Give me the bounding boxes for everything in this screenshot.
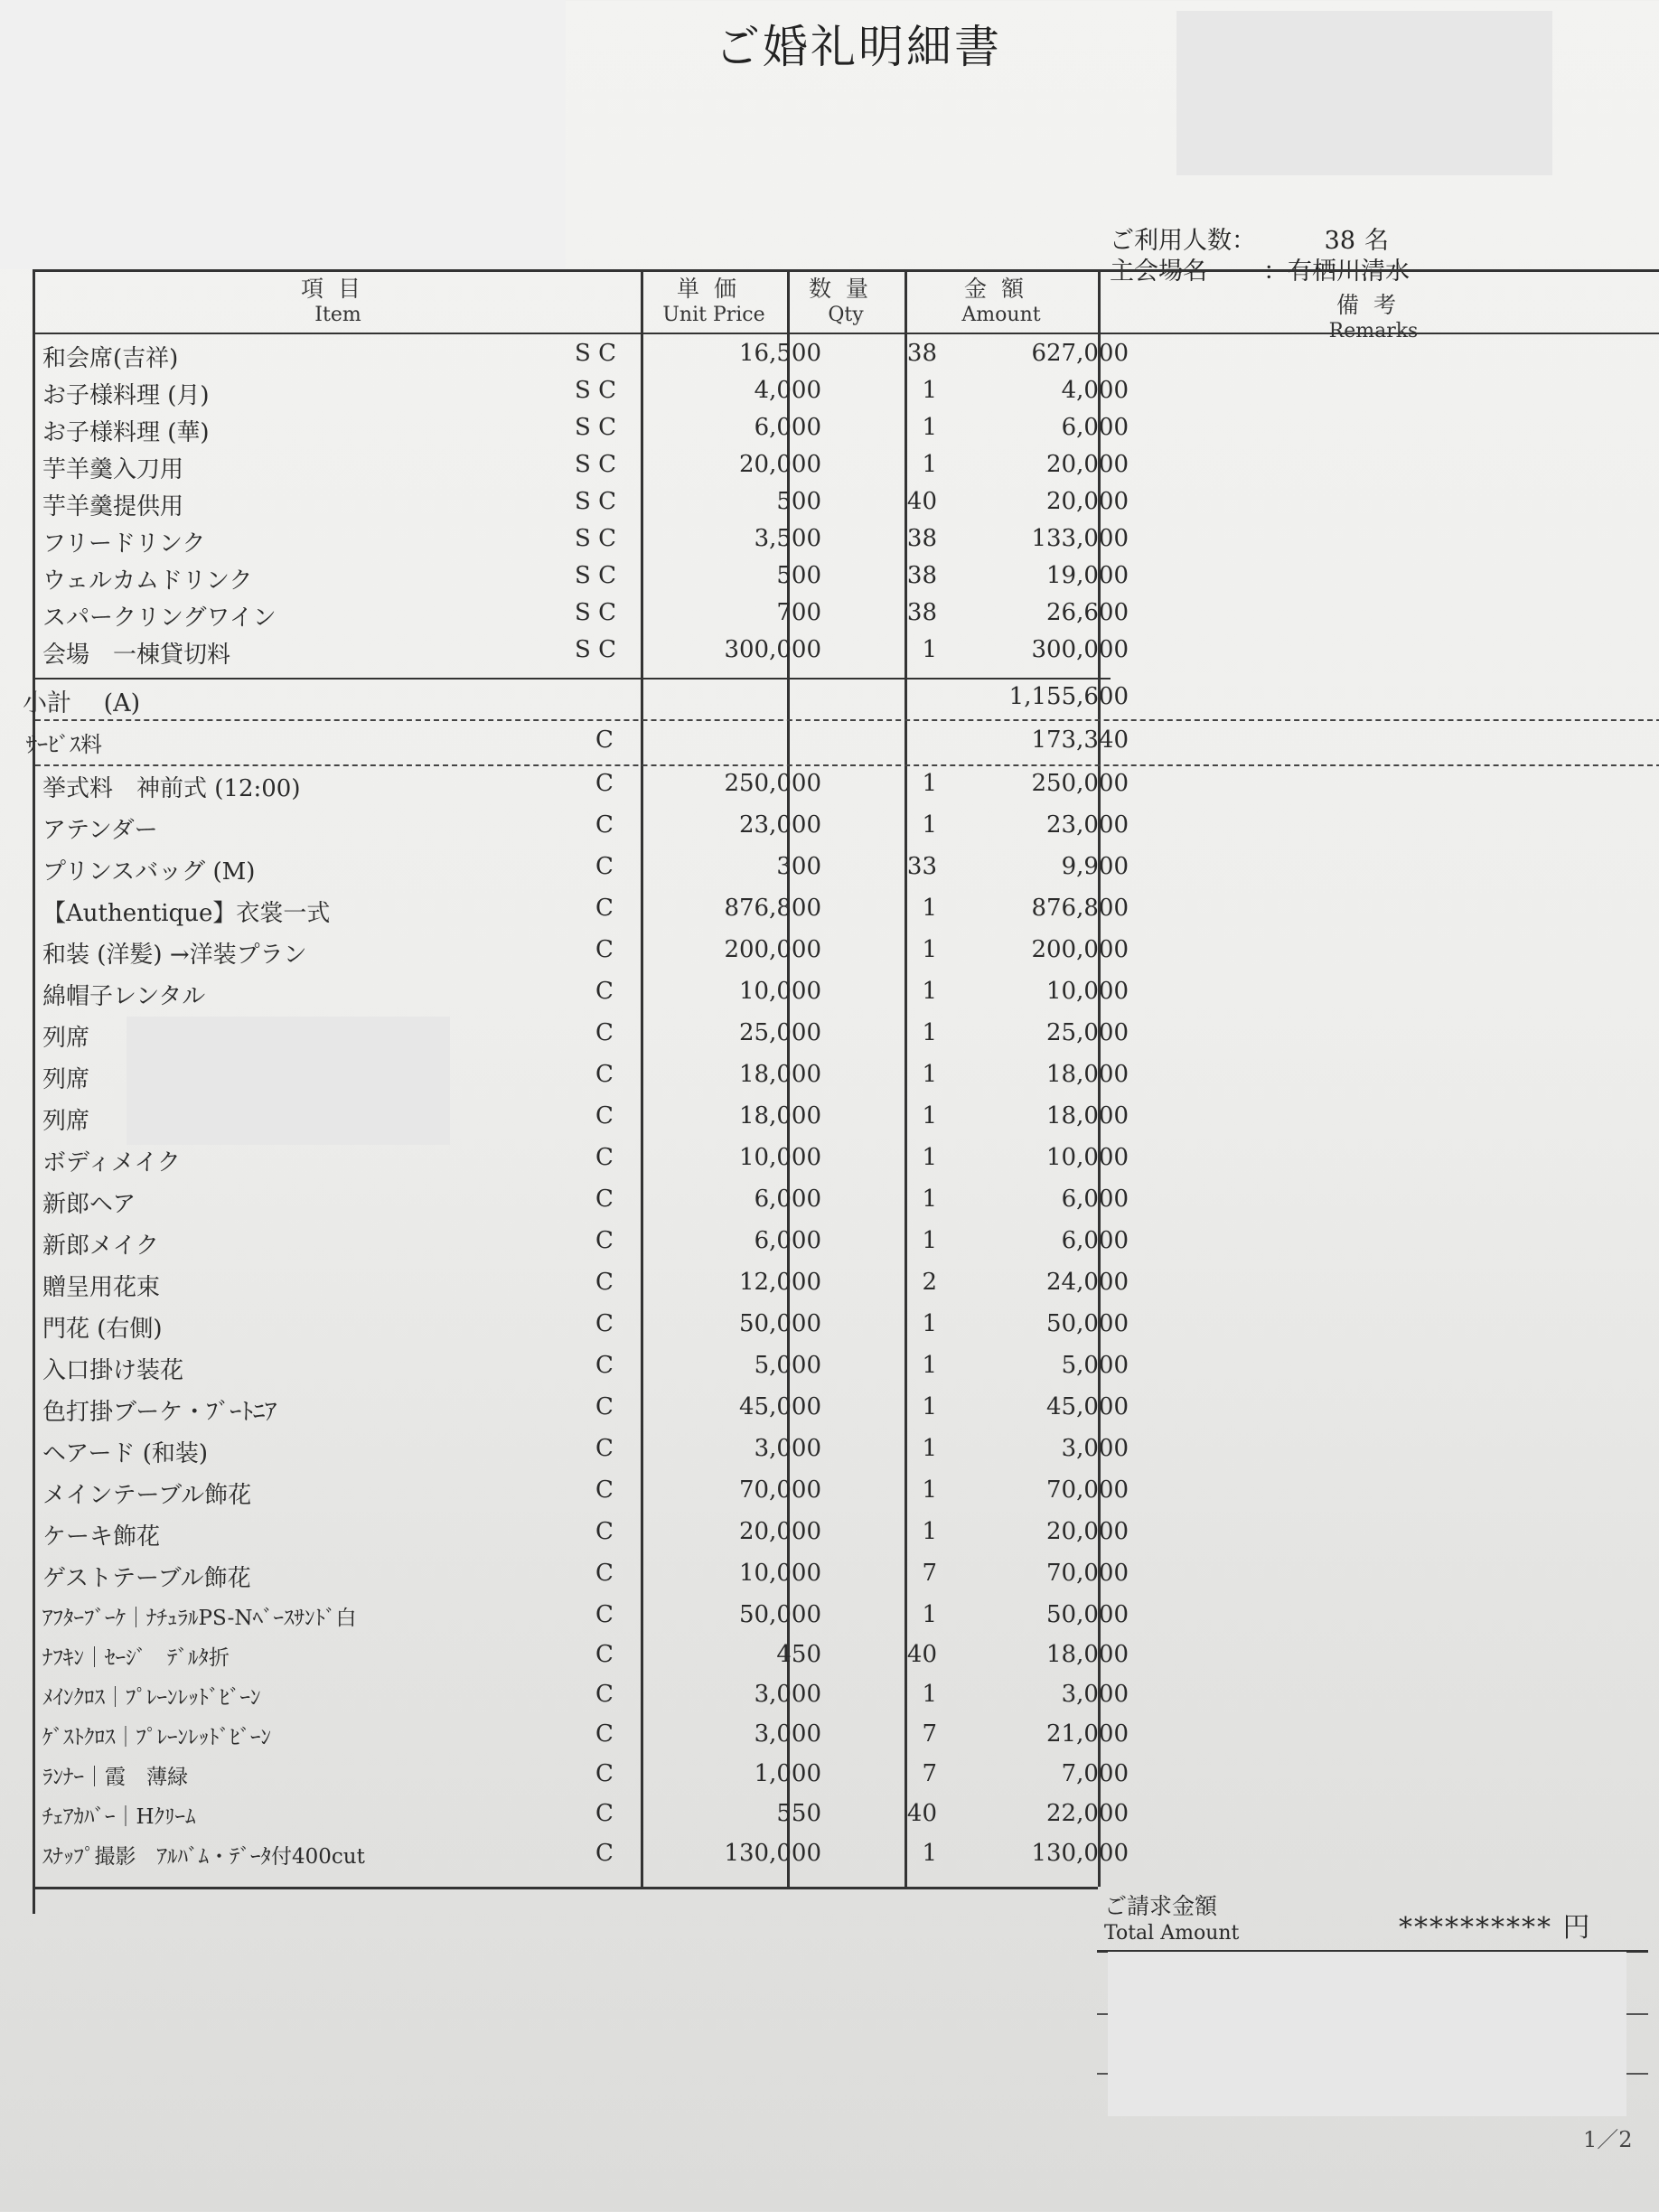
line-item-name: アテンダー	[42, 817, 158, 844]
line-item-amount: 200,000	[1031, 936, 1129, 963]
line-item-code: C	[595, 1061, 614, 1088]
subtotal-top-rule	[35, 678, 1111, 680]
line-item-name: ﾁｪｱｶﾊﾞｰ｜Hｸﾘｰﾑ	[42, 1805, 196, 1829]
line-item-qty: 38	[906, 599, 937, 626]
line-item-amount: 250,000	[1031, 770, 1129, 797]
line-item-name: 【Authentique】衣裳一式	[42, 900, 331, 927]
line-item-amount: 22,000	[1046, 1800, 1129, 1827]
line-item-qty: 1	[922, 414, 937, 441]
line-item-row	[35, 488, 1129, 528]
line-item-price: 6,000	[754, 414, 821, 441]
line-item-name: ｹﾞｽﾄｸﾛｽ｜ﾌﾟﾚｰﾝﾚｯﾄﾞﾋﾞｰﾝ	[42, 1726, 271, 1749]
line-item-name: 挙式料 神前式 (12:00)	[42, 775, 301, 802]
line-item-price: 70,000	[739, 1476, 821, 1504]
line-item-name: 芋羊羹提供用	[42, 493, 184, 520]
line-item-price: 300,000	[724, 636, 821, 663]
line-item-name: 新郎ヘア	[42, 1191, 136, 1218]
line-item-amount: 45,000	[1046, 1393, 1129, 1420]
line-item-row	[35, 414, 1129, 454]
guest-count-value: 38	[1324, 227, 1355, 255]
line-item-amount: 23,000	[1046, 811, 1129, 839]
line-item-name: 芋羊羹入刀用	[42, 456, 184, 483]
line-item-qty: 1	[922, 1681, 937, 1708]
line-item-name: 色打掛ブーケ・ﾌﾞｰﾄﾆｱ	[42, 1399, 277, 1426]
line-item-price: 3,000	[754, 1681, 821, 1708]
line-item-price: 500	[776, 562, 821, 589]
line-item-price: 23,000	[739, 811, 821, 839]
line-item-row	[35, 1601, 1129, 1641]
line-item-price: 25,000	[739, 1019, 821, 1046]
line-item-row	[35, 599, 1129, 639]
line-item-price: 550	[776, 1800, 821, 1827]
line-item-price: 3,500	[754, 525, 821, 552]
line-item-qty: 1	[922, 895, 937, 922]
line-item-code: C	[595, 770, 614, 797]
line-item-code: S C	[575, 340, 616, 367]
line-item-amount: 10,000	[1046, 1144, 1129, 1171]
line-item-row	[35, 377, 1129, 417]
line-item-name: 門花 (右側)	[42, 1316, 163, 1343]
line-item-qty: 1	[922, 451, 937, 478]
line-item-amount: 9,900	[1061, 853, 1129, 880]
guest-count-unit: 名	[1364, 227, 1389, 255]
line-item-name: 新郎メイク	[42, 1233, 159, 1260]
line-item-price: 10,000	[739, 1560, 821, 1587]
line-item-price: 10,000	[739, 978, 821, 1005]
line-item-row	[35, 451, 1129, 491]
page-number: 1／2	[1583, 2127, 1633, 2152]
line-item-row	[35, 1393, 1129, 1433]
line-item-code: C	[595, 1269, 614, 1296]
line-item-name: ｽﾅｯﾌﾟ撮影 ｱﾙﾊﾞﾑ・ﾃﾞｰﾀ付400cut	[42, 1845, 365, 1869]
line-item-price: 450	[776, 1641, 821, 1668]
line-item-name: ケーキ飾花	[42, 1523, 161, 1551]
line-item-name: ｱﾌﾀｰﾌﾞｰｹ｜ﾅﾁｭﾗﾙPS-Nﾍﾞｰｽｻﾝﾄﾞ白	[42, 1607, 357, 1630]
line-item-name: お子様料理 (月)	[42, 382, 210, 409]
line-item-price: 45,000	[739, 1393, 821, 1420]
total-amount-value: **********	[1399, 1912, 1552, 1944]
header-amount: 金額 Amount	[961, 276, 1041, 326]
line-item-row	[35, 636, 1129, 676]
line-item-qty: 1	[922, 978, 937, 1005]
line-item-qty: 1	[922, 1186, 937, 1213]
header-item: 項目 Item	[300, 276, 375, 326]
guest-count-label: ご利用人数：	[1110, 227, 1256, 255]
service-fee-amount: 173,340	[1031, 726, 1129, 754]
service-fee-row	[26, 726, 1129, 766]
redaction-block-top-right	[1176, 11, 1552, 175]
line-item-row	[35, 853, 1129, 893]
line-item-name: ゲストテーブル飾花	[42, 1565, 251, 1592]
line-item-qty: 1	[922, 1102, 937, 1129]
line-item-code: C	[595, 1720, 614, 1748]
line-item-qty: 40	[906, 488, 937, 515]
line-item-qty: 7	[922, 1720, 937, 1748]
line-item-name: ボディメイク	[42, 1149, 181, 1176]
line-item-qty: 1	[922, 1019, 937, 1046]
line-item-price: 5,000	[754, 1352, 821, 1379]
table-bottom-rule	[35, 1887, 1098, 1889]
line-item-code: S C	[575, 562, 616, 589]
line-item-qty: 40	[906, 1800, 937, 1827]
line-item-qty: 38	[906, 340, 937, 367]
line-item-row	[35, 1352, 1129, 1392]
line-item-row	[35, 770, 1129, 810]
total-label-en: Total Amount	[1104, 1922, 1240, 1945]
line-item-amount: 70,000	[1046, 1560, 1129, 1587]
line-item-code: C	[595, 1019, 614, 1046]
line-item-row	[35, 978, 1129, 1017]
line-item-row	[35, 340, 1129, 380]
line-item-code: S C	[575, 636, 616, 663]
line-item-code: C	[595, 853, 614, 880]
line-item-qty: 1	[922, 1144, 937, 1171]
line-item-amount: 20,000	[1046, 488, 1129, 515]
service-fee-code: C	[595, 726, 614, 754]
line-item-qty: 1	[922, 1061, 937, 1088]
line-item-row	[35, 1720, 1129, 1760]
line-item-code: C	[595, 1435, 614, 1462]
line-item-code: C	[595, 1641, 614, 1668]
line-item-price: 500	[776, 488, 821, 515]
line-item-amount: 50,000	[1046, 1310, 1129, 1337]
line-item-amount: 25,000	[1046, 1019, 1129, 1046]
line-item-row	[35, 1269, 1129, 1308]
total-amount	[1399, 1905, 1592, 1945]
line-item-row	[35, 1681, 1129, 1720]
line-item-code: S C	[575, 599, 616, 626]
line-item-amount: 20,000	[1046, 1518, 1129, 1545]
line-item-row	[35, 562, 1129, 602]
line-item-price: 3,000	[754, 1720, 821, 1748]
line-item-name: ﾒｲﾝｸﾛｽ｜ﾌﾟﾚｰﾝﾚｯﾄﾞﾋﾞｰﾝ	[42, 1686, 261, 1710]
line-item-price: 700	[776, 599, 821, 626]
line-item-qty: 38	[906, 562, 937, 589]
line-item-code: S C	[575, 525, 616, 552]
line-item-name: スパークリングワイン	[42, 605, 276, 632]
line-item-price: 200,000	[724, 936, 821, 963]
line-item-code: S C	[575, 488, 616, 515]
line-item-row	[35, 1476, 1129, 1516]
header-unit-price: 単価 Unit Price	[662, 276, 765, 326]
line-item-row	[35, 1310, 1129, 1350]
line-item-name: 会場 一棟貸切料	[42, 642, 231, 669]
redaction-block-bottom-right	[1108, 1952, 1626, 2116]
line-item-amount: 50,000	[1046, 1601, 1129, 1628]
header-qty: 数量 Qty	[808, 276, 883, 326]
line-item-qty: 1	[922, 770, 937, 797]
line-item-amount: 7,000	[1061, 1760, 1129, 1787]
line-item-qty: 38	[906, 525, 937, 552]
line-item-amount: 24,000	[1046, 1269, 1129, 1296]
line-item-code: C	[595, 1102, 614, 1129]
line-item-price: 300	[776, 853, 821, 880]
line-item-price: 18,000	[739, 1102, 821, 1129]
line-item-qty: 1	[922, 1227, 937, 1254]
line-item-code: S C	[575, 377, 616, 404]
line-item-price: 20,000	[739, 1518, 821, 1545]
line-item-code: C	[595, 1310, 614, 1337]
line-item-qty: 40	[906, 1641, 937, 1668]
line-item-row	[35, 895, 1129, 934]
line-item-amount: 300,000	[1031, 636, 1129, 663]
line-item-code: C	[595, 1227, 614, 1254]
line-item-code: S C	[575, 451, 616, 478]
line-item-row	[35, 1435, 1129, 1475]
line-item-code: C	[595, 1760, 614, 1787]
line-item-code: C	[595, 1601, 614, 1628]
line-item-qty: 1	[922, 1601, 937, 1628]
line-item-code: C	[595, 1476, 614, 1504]
line-item-price: 6,000	[754, 1227, 821, 1254]
line-item-name: ﾅﾌｷﾝ｜ｾｰｼﾞ ﾃﾞﾙﾀ折	[42, 1646, 230, 1670]
line-item-code: C	[595, 936, 614, 963]
line-item-row	[35, 811, 1129, 851]
line-item-name: ﾗﾝﾅｰ｜霞 薄緑	[42, 1766, 188, 1789]
line-item-row	[35, 1186, 1129, 1225]
service-fee-label: ｻｰﾋﾞｽ料	[26, 732, 102, 757]
line-item-qty: 1	[922, 1393, 937, 1420]
line-item-code: C	[595, 895, 614, 922]
header-remarks: 備考 Remarks	[1328, 292, 1419, 342]
line-item-amount: 876,800	[1031, 895, 1129, 922]
line-item-row	[35, 1144, 1129, 1184]
line-item-name: 綿帽子レンタル	[42, 983, 206, 1010]
line-item-amount: 10,000	[1046, 978, 1129, 1005]
line-item-name: 列席	[42, 1108, 90, 1135]
line-item-name: 和装 (洋髪) →洋装プラン	[42, 942, 307, 969]
line-item-code: C	[595, 1186, 614, 1213]
line-item-price: 3,000	[754, 1435, 821, 1462]
line-item-code: C	[595, 978, 614, 1005]
line-item-qty: 1	[922, 377, 937, 404]
line-item-name: ウェルカムドリンク	[42, 567, 253, 595]
line-item-name: 列席	[42, 1066, 90, 1093]
subtotal-label: 小計 (A)	[23, 689, 141, 717]
line-item-name: プリンスバッグ (M)	[42, 858, 256, 886]
line-item-row	[35, 1800, 1129, 1840]
line-item-qty: 2	[922, 1269, 937, 1296]
line-item-name: 列席	[42, 1025, 90, 1052]
line-item-qty: 1	[922, 1435, 937, 1462]
line-item-price: 4,000	[754, 377, 821, 404]
line-item-name: お子様料理 (華)	[42, 419, 210, 446]
line-item-price: 20,000	[739, 451, 821, 478]
line-item-amount: 6,000	[1061, 1227, 1129, 1254]
line-item-amount: 18,000	[1046, 1102, 1129, 1129]
line-item-code: C	[595, 1800, 614, 1827]
line-item-price: 250,000	[724, 770, 821, 797]
line-item-amount: 70,000	[1046, 1476, 1129, 1504]
line-item-amount: 26,600	[1046, 599, 1129, 626]
line-item-amount: 19,000	[1046, 562, 1129, 589]
line-item-qty: 1	[922, 1518, 937, 1545]
line-item-name: 贈呈用花束	[42, 1274, 161, 1301]
line-item-amount: 6,000	[1061, 414, 1129, 441]
line-item-code: C	[595, 1560, 614, 1587]
line-item-code: C	[595, 1681, 614, 1708]
line-item-row	[35, 1641, 1129, 1681]
line-item-qty: 1	[922, 936, 937, 963]
line-item-name: メインテーブル飾花	[42, 1482, 252, 1509]
line-item-amount: 5,000	[1061, 1352, 1129, 1379]
redaction-block-attendees	[127, 1017, 450, 1145]
line-item-code: C	[595, 1352, 614, 1379]
line-item-amount: 627,000	[1031, 340, 1129, 367]
subtotal-row	[23, 683, 1129, 723]
line-item-amount: 133,000	[1031, 525, 1129, 552]
line-item-price: 50,000	[739, 1310, 821, 1337]
line-item-qty: 1	[922, 1840, 937, 1867]
total-label-jp: ご請求金額	[1104, 1893, 1218, 1919]
line-item-code: C	[595, 1840, 614, 1867]
line-item-row	[35, 1760, 1129, 1800]
line-item-amount: 130,000	[1031, 1840, 1129, 1867]
line-item-name: 和会席(吉祥)	[42, 345, 179, 372]
total-amount-unit: 円	[1562, 1912, 1592, 1944]
line-item-qty: 7	[922, 1560, 937, 1587]
line-item-row	[35, 1227, 1129, 1267]
line-item-qty: 1	[922, 1476, 937, 1504]
line-item-qty: 33	[906, 853, 937, 880]
line-item-amount: 6,000	[1061, 1186, 1129, 1213]
line-item-price: 18,000	[739, 1061, 821, 1088]
line-item-amount: 4,000	[1061, 377, 1129, 404]
line-item-qty: 1	[922, 1310, 937, 1337]
line-item-amount: 18,000	[1046, 1641, 1129, 1668]
line-item-price: 10,000	[739, 1144, 821, 1171]
line-item-amount: 3,000	[1061, 1681, 1129, 1708]
document-title: ご婚礼明細書	[715, 21, 1002, 73]
main-venue-label: 主会場名	[1110, 258, 1207, 286]
line-item-name: フリードリンク	[42, 530, 206, 558]
line-item-amount: 21,000	[1046, 1720, 1129, 1748]
line-item-code: C	[595, 1393, 614, 1420]
line-item-amount: 18,000	[1046, 1061, 1129, 1088]
line-item-price: 130,000	[724, 1840, 821, 1867]
line-item-code: C	[595, 1518, 614, 1545]
line-item-price: 12,000	[739, 1269, 821, 1296]
line-item-code: C	[595, 1144, 614, 1171]
line-item-qty: 1	[922, 811, 937, 839]
line-item-name: 入口掛け装花	[42, 1357, 184, 1384]
line-item-price: 876,800	[724, 895, 821, 922]
line-item-price: 6,000	[754, 1186, 821, 1213]
line-item-row	[35, 1560, 1129, 1599]
line-item-code: S C	[575, 414, 616, 441]
line-item-qty: 1	[922, 636, 937, 663]
line-item-price: 1,000	[754, 1760, 821, 1787]
line-item-row	[35, 1840, 1129, 1879]
line-item-amount: 20,000	[1046, 451, 1129, 478]
line-item-row	[35, 936, 1129, 976]
main-venue-value: ：有栖川清水	[1263, 258, 1410, 286]
line-item-qty: 1	[922, 1352, 937, 1379]
line-item-row	[35, 1518, 1129, 1558]
line-item-amount: 3,000	[1061, 1435, 1129, 1462]
line-item-qty: 7	[922, 1760, 937, 1787]
line-item-price: 16,500	[739, 340, 821, 367]
subtotal-amount: 1,155,600	[1008, 683, 1129, 710]
line-item-name: ヘアード (和装)	[42, 1440, 208, 1467]
redaction-block-top-left	[0, 0, 566, 269]
line-item-row	[35, 525, 1129, 565]
line-item-code: C	[595, 811, 614, 839]
line-item-price: 50,000	[739, 1601, 821, 1628]
